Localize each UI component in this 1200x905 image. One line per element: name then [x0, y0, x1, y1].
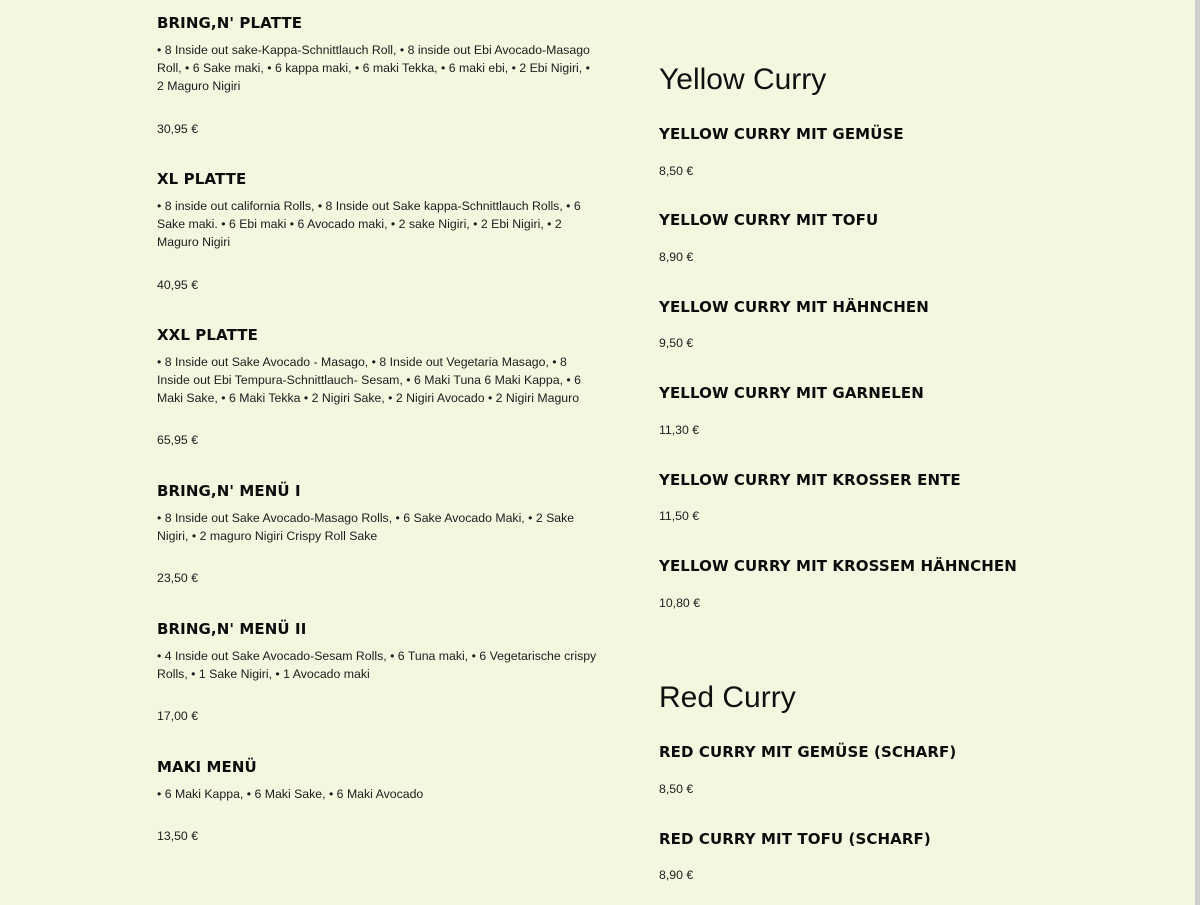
menu-item[interactable] — [157, 170, 597, 292]
item-name: RED CURRY MIT GEMÜSE (SCHARF) — [659, 743, 957, 761]
section-title-red-curry: Red Curry — [659, 681, 796, 714]
item-price: 8,50 € — [659, 164, 694, 178]
item-name: MAKI MENÜ — [157, 758, 257, 776]
item-price: 30,95 € — [157, 122, 199, 136]
item-name: BRING,N' PLATTE — [157, 14, 303, 32]
item-description: • 8 Inside out Sake Avocado - Masago, • 8 Inside out Vegetaria Masago, • 8 Inside out Ebi Tempura-Schnittlauch- Sesam, • 6 Maki Tuna 6 Maki Kappa, • 6 Maki Sake, • 6 Maki Tekka • 2 Nigiri Sake, • 2 Nigiri Avocado • 2 Nigiri Maguro — [157, 355, 581, 405]
item-price: 40,95 € — [157, 278, 199, 292]
item-name: YELLOW CURRY MIT HÄHNCHEN — [659, 298, 929, 316]
item-description: • 8 inside out california Rolls, • 8 Inside out Sake kappa-Schnittlauch Rolls, • 6 Sake maki. • 6 Ebi maki • 6 Avocado maki, • 2 sake Nigiri, • 2 Ebi Nigiri, • 2 Maguro Nigiri — [157, 199, 581, 249]
menu-item[interactable] — [659, 211, 1159, 264]
item-name: XXL PLATTE — [157, 326, 258, 344]
item-description: • 6 Maki Kappa, • 6 Maki Sake, • 6 Maki Avocado — [157, 787, 424, 801]
item-name: YELLOW CURRY MIT KROSSER ENTE — [659, 471, 961, 489]
item-price: 23,50 € — [157, 571, 199, 585]
item-price: 13,50 € — [157, 829, 199, 843]
menu-item[interactable] — [157, 326, 597, 447]
item-name: RED CURRY MIT TOFU (SCHARF) — [659, 830, 931, 848]
scrollbar-edge — [1195, 0, 1200, 905]
item-name: YELLOW CURRY MIT GARNELEN — [659, 384, 924, 402]
menu-item[interactable] — [659, 743, 1159, 796]
item-price: 17,00 € — [157, 709, 199, 723]
section-title-yellow-curry: Yellow Curry — [659, 63, 827, 96]
item-name: YELLOW CURRY MIT KROSSEM HÄHNCHEN — [659, 557, 1017, 575]
item-description: • 4 Inside out Sake Avocado-Sesam Rolls, • 6 Tuna maki, • 6 Vegetarische crispy Rolls, • 1 Sake Nigiri, • 1 Avocado maki — [157, 649, 597, 681]
item-name: BRING,N' MENÜ II — [157, 620, 307, 638]
menu-item[interactable] — [157, 482, 597, 585]
item-name: YELLOW CURRY MIT TOFU — [659, 211, 879, 229]
item-price: 8,90 € — [659, 868, 694, 882]
menu-item[interactable] — [659, 557, 1159, 610]
item-description: • 8 Inside out Sake Avocado-Masago Rolls, • 6 Sake Avocado Maki, • 2 Sake Nigiri, • 2 maguro Nigiri Crispy Roll Sake — [157, 511, 575, 543]
item-name: BRING,N' MENÜ I — [157, 482, 301, 500]
item-name: XL PLATTE — [157, 170, 247, 188]
item-price: 8,90 € — [659, 250, 694, 264]
item-price: 8,50 € — [659, 782, 694, 796]
item-name: YELLOW CURRY MIT GEMÜSE — [659, 125, 904, 143]
item-price: 65,95 € — [157, 433, 199, 447]
menu-item[interactable] — [659, 471, 1159, 523]
menu-item[interactable] — [157, 620, 597, 723]
item-price: 11,30 € — [659, 423, 700, 437]
menu-item[interactable] — [157, 758, 597, 843]
item-description: • 8 Inside out sake-Kappa-Schnittlauch Roll, • 8 inside out Ebi Avocado-Masago Roll, • 6 Sake maki, • 6 kappa maki, • 6 maki Tekka, • 6 maki ebi, • 2 Ebi Nigiri, • 2 Maguro Nigiri — [157, 43, 590, 93]
item-price: 9,50 € — [659, 336, 694, 350]
menu-item[interactable] — [659, 125, 1159, 178]
menu-item[interactable] — [659, 298, 1159, 350]
menu-item[interactable] — [157, 14, 597, 136]
menu-item[interactable] — [659, 830, 1159, 882]
menu-item[interactable] — [659, 384, 1159, 437]
item-price: 11,50 € — [659, 509, 700, 523]
item-price: 10,80 € — [659, 596, 701, 610]
